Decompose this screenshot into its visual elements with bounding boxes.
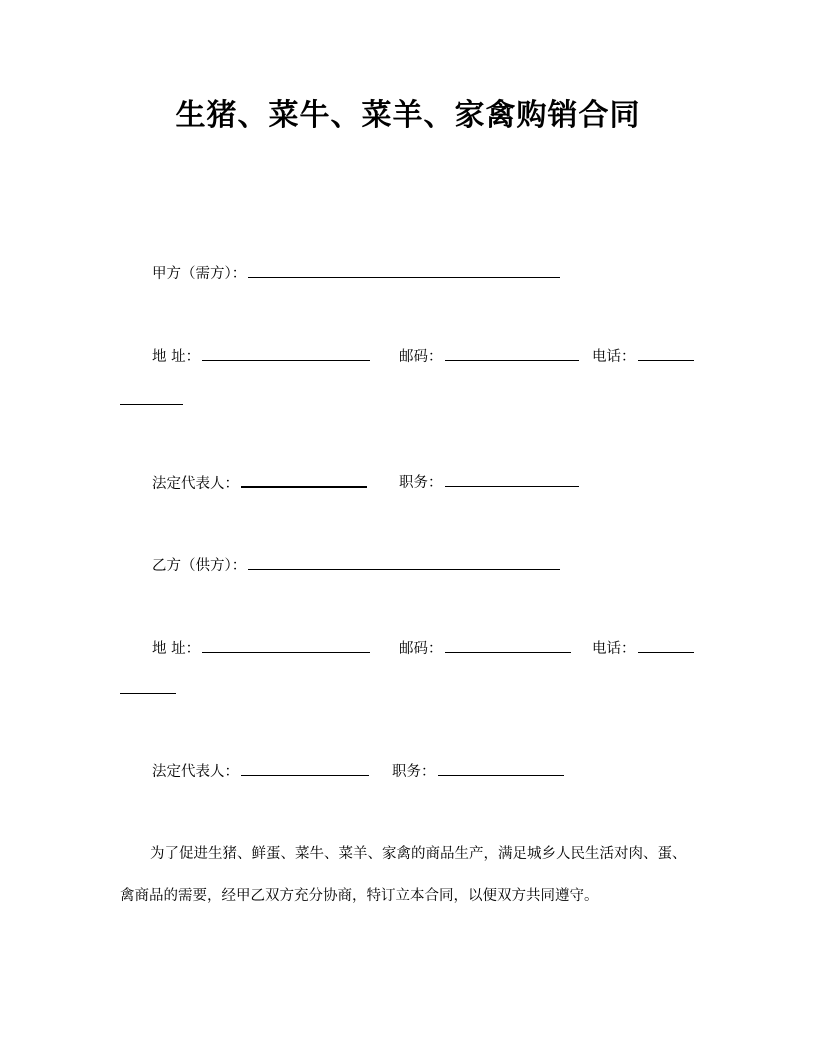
party-a-phone-row xyxy=(592,346,694,367)
party-b-name-label: 乙方（供方）： xyxy=(152,558,247,574)
party-a-position-label: 职务： xyxy=(399,475,443,491)
party-b-address-row xyxy=(152,638,370,659)
party-b-position-field[interactable] xyxy=(438,761,564,776)
party-b-postcode-label: 邮码： xyxy=(399,641,443,657)
party-a-name-label: 甲方（需方）： xyxy=(152,266,247,282)
page-title: 生猪、菜牛、菜羊、家禽购销合同 xyxy=(175,98,641,133)
party-b-address-field[interactable] xyxy=(202,638,370,653)
party-a-phone-field[interactable] xyxy=(638,346,694,361)
party-a-position-row xyxy=(399,472,579,493)
party-b-name-field[interactable] xyxy=(248,555,560,570)
party-a-phone-label: 电话： xyxy=(592,349,636,365)
party-a-address-row xyxy=(152,346,370,367)
party-a-name-field[interactable] xyxy=(248,263,560,278)
party-b-position-row xyxy=(392,761,564,782)
party-a-phone-field-continued[interactable] xyxy=(120,390,183,405)
party-b-position-label: 职务： xyxy=(392,764,436,780)
party-b-rep-row xyxy=(152,761,369,782)
party-a-position-field[interactable] xyxy=(445,472,579,487)
party-b-phone-field[interactable] xyxy=(638,638,694,653)
party-a-postcode-label: 邮码： xyxy=(399,349,443,365)
party-b-phone-continued xyxy=(120,679,176,700)
party-a-rep-row xyxy=(152,472,367,494)
party-a-postcode-row xyxy=(399,346,579,367)
party-a-rep-label: 法定代表人： xyxy=(152,476,239,492)
party-b-phone-label: 电话： xyxy=(592,641,636,657)
intro-paragraph: 为了促进生猪、鲜蛋、菜牛、菜羊、家禽的商品生产，满足城乡人民生活对肉、蛋、禽商品的需要，经甲乙双方充分协商，特订立本合同，以便双方共同遵守。 xyxy=(120,846,687,904)
party-b-address-label: 地 址： xyxy=(152,641,201,657)
party-b-rep-label: 法定代表人： xyxy=(152,764,239,780)
party-b-name-row xyxy=(152,555,560,576)
party-a-name-row xyxy=(152,263,560,284)
party-a-postcode-field[interactable] xyxy=(445,346,579,361)
party-b-postcode-row xyxy=(399,638,571,659)
party-b-phone-row xyxy=(592,638,694,659)
party-b-postcode-field[interactable] xyxy=(445,638,571,653)
party-a-rep-field[interactable] xyxy=(241,472,367,488)
party-a-phone-continued xyxy=(120,390,183,411)
party-a-address-field[interactable] xyxy=(202,346,370,361)
party-b-rep-field[interactable] xyxy=(241,761,369,776)
party-a-address-label: 地 址： xyxy=(152,349,201,365)
party-b-phone-field-continued[interactable] xyxy=(120,679,176,694)
